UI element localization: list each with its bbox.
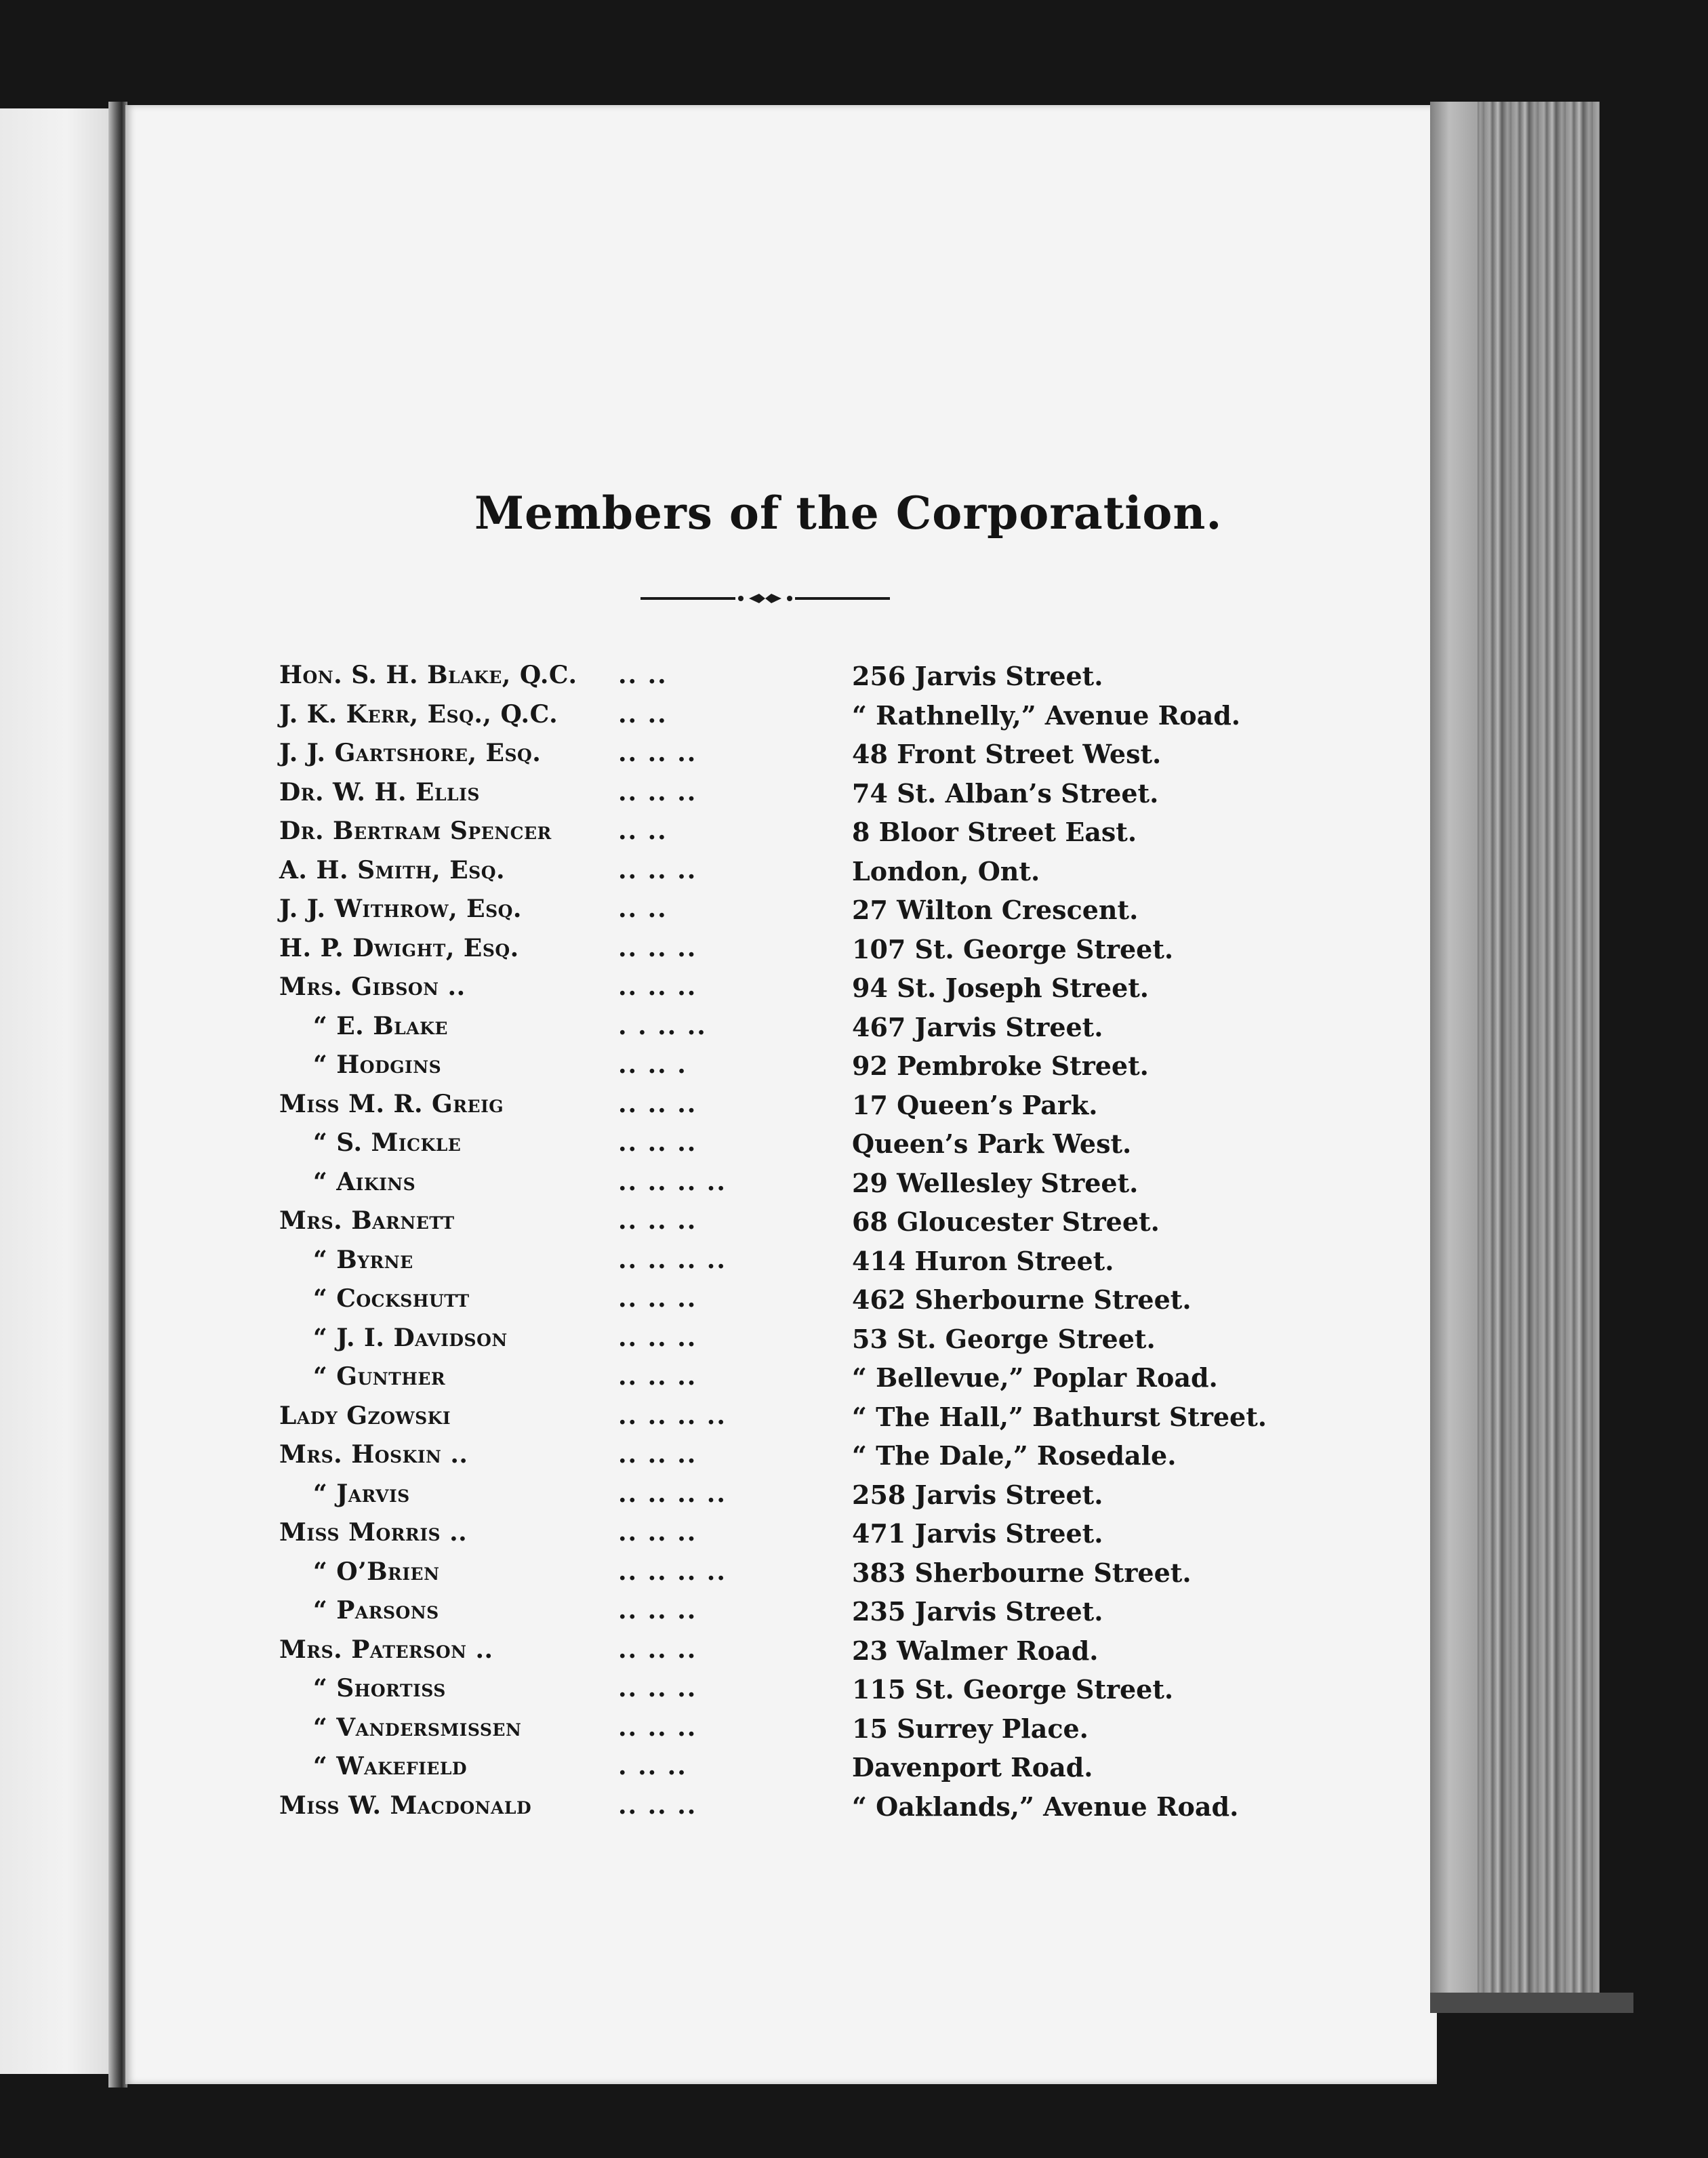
dot-leader: .. .. .. .. — [618, 1245, 727, 1274]
member-address: 235 Jarvis Street. — [852, 1596, 1103, 1627]
member-address: 27 Wilton Crescent. — [852, 895, 1139, 925]
member-row — [279, 1480, 1337, 1519]
dot-leader: .. .. .. — [618, 777, 697, 807]
member-row — [279, 856, 1337, 895]
member-name: Mrs. Hoskin .. — [279, 1440, 468, 1469]
book-gutter — [108, 102, 127, 2088]
dot-leader: .. .. .. — [618, 1206, 697, 1235]
page-title: Members of the Corporation. — [474, 487, 1223, 540]
member-name: “ S. Mickle — [313, 1128, 462, 1157]
dot-leader: .. .. . — [618, 1051, 687, 1079]
dot-leader: .. .. .. .. — [618, 1557, 727, 1586]
member-name: Mrs. Barnett — [279, 1206, 455, 1235]
member-address: “ Bellevue,” Poplar Road. — [852, 1362, 1218, 1393]
member-name: Mrs. Paterson .. — [279, 1635, 493, 1664]
member-address: 107 St. George Street. — [852, 933, 1174, 964]
dot-leader: .. .. .. .. — [618, 1401, 727, 1430]
member-address: “ The Hall,” Bathurst Street. — [852, 1401, 1267, 1432]
member-name: Lady Gzowski — [279, 1401, 451, 1430]
dot-leader: .. .. .. .. — [618, 1479, 727, 1508]
member-name: Miss M. R. Greig — [279, 1089, 504, 1118]
member-row — [279, 1791, 1337, 1831]
dot-leader: .. .. .. — [618, 973, 697, 1001]
member-row — [279, 1246, 1337, 1285]
member-row — [279, 1596, 1337, 1635]
dot-leader: . . .. .. — [618, 1011, 707, 1040]
member-name: “ J. I. Davidson — [313, 1323, 508, 1352]
dot-leader: .. .. .. — [618, 1284, 697, 1313]
member-row — [279, 1051, 1337, 1090]
member-row — [279, 1128, 1337, 1168]
member-name: “ E. Blake — [313, 1011, 448, 1040]
member-row — [279, 1558, 1337, 1597]
member-row — [279, 1635, 1337, 1675]
member-address: 48 Front Street West. — [852, 739, 1162, 769]
dot-leader: . .. .. — [618, 1752, 687, 1780]
member-row — [279, 973, 1337, 1012]
member-address: 115 St. George Street. — [852, 1674, 1174, 1705]
member-name: Dr. W. H. Ellis — [279, 777, 480, 807]
member-address: 68 Gloucester Street. — [852, 1206, 1160, 1237]
dot-leader: .. .. — [618, 817, 668, 845]
dot-leader: .. .. .. — [618, 1440, 697, 1469]
member-row — [279, 700, 1337, 739]
member-address: 471 Jarvis Street. — [852, 1518, 1103, 1549]
member-name: “ Wakefield — [313, 1752, 468, 1780]
member-address: London, Ont. — [852, 855, 1040, 887]
member-list — [279, 661, 1337, 1830]
dot-leader: .. .. — [618, 661, 668, 689]
member-address: 94 St. Joseph Street. — [852, 973, 1150, 1003]
member-name: “ Gunther — [313, 1362, 446, 1391]
member-name: Miss W. Macdonald — [279, 1791, 532, 1820]
member-name: “ Byrne — [313, 1245, 413, 1274]
member-name: Mrs. Gibson .. — [279, 973, 466, 1001]
dot-leader: .. .. .. — [618, 933, 697, 962]
page-edge-highlight — [1430, 102, 1478, 1993]
member-address: 92 Pembroke Street. — [852, 1051, 1149, 1081]
dot-leader: .. .. .. — [618, 1128, 697, 1157]
member-row — [279, 1168, 1337, 1207]
member-address: 29 Wellesley Street. — [852, 1167, 1139, 1198]
left-facing-page — [0, 108, 112, 2074]
member-address: 414 Huron Street. — [852, 1245, 1114, 1276]
dot-leader: .. .. .. — [618, 1089, 697, 1118]
dot-leader: .. .. .. — [618, 1323, 697, 1352]
member-name: “ Jarvis — [313, 1479, 410, 1508]
dot-leader: .. .. .. — [618, 855, 697, 884]
dot-leader: .. .. .. — [618, 1674, 697, 1703]
member-row — [279, 661, 1337, 700]
member-row — [279, 1402, 1337, 1441]
dot-leader: .. .. .. — [618, 1362, 697, 1391]
member-address: “ The Dale,” Rosedale. — [852, 1440, 1177, 1471]
member-address: “ Oaklands,” Avenue Road. — [852, 1791, 1239, 1822]
dot-leader: .. .. .. — [618, 1518, 697, 1547]
member-row — [279, 934, 1337, 973]
member-address: 74 St. Alban’s Street. — [852, 777, 1159, 809]
member-name: J. K. Kerr, Esq., Q.C. — [279, 699, 558, 729]
member-name: J. J. Withrow, Esq. — [279, 895, 522, 923]
dot-leader: .. .. .. — [618, 1791, 697, 1820]
member-row — [279, 1206, 1337, 1246]
member-address: 15 Surrey Place. — [852, 1713, 1089, 1744]
member-name: Dr. Bertram Spencer — [279, 817, 552, 845]
member-name: Miss Morris .. — [279, 1518, 468, 1547]
member-row — [279, 1362, 1337, 1402]
member-row — [279, 1284, 1337, 1324]
member-name: Hon. S. H. Blake, Q.C. — [279, 661, 577, 689]
dot-leader: .. .. .. — [618, 739, 697, 767]
member-row — [279, 1012, 1337, 1051]
member-address: 53 St. George Street. — [852, 1323, 1156, 1354]
member-row — [279, 1518, 1337, 1558]
member-name: “ Shortiss — [313, 1674, 446, 1703]
dot-leader: .. .. .. — [618, 1713, 697, 1742]
member-address: 256 Jarvis Street. — [852, 661, 1103, 691]
member-name: A. H. Smith, Esq. — [279, 855, 506, 884]
member-name: “ O’Brien — [313, 1557, 440, 1586]
member-row — [279, 1752, 1337, 1791]
member-name: “ Parsons — [313, 1596, 439, 1625]
member-address: Queen’s Park West. — [852, 1128, 1132, 1159]
dot-leader: .. .. — [618, 699, 668, 729]
member-row — [279, 1090, 1337, 1129]
dot-leader: .. .. .. — [618, 1596, 697, 1625]
member-address: 8 Bloor Street East. — [852, 817, 1137, 847]
dot-leader: .. .. .. — [618, 1635, 697, 1664]
member-row — [279, 895, 1337, 934]
member-name: J. J. Gartshore, Esq. — [279, 739, 542, 767]
member-row — [279, 817, 1337, 856]
member-name: “ Aikins — [313, 1167, 416, 1196]
member-name: “ Vandersmissen — [313, 1713, 522, 1742]
member-row — [279, 739, 1337, 778]
member-address: “ Rathnelly,” Avenue Road. — [852, 699, 1240, 731]
member-row — [279, 778, 1337, 817]
member-address: 258 Jarvis Street. — [852, 1479, 1103, 1510]
member-address: 383 Sherbourne Street. — [852, 1557, 1192, 1588]
member-row — [279, 1713, 1337, 1753]
member-address: 462 Sherbourne Street. — [852, 1284, 1192, 1315]
member-row — [279, 1324, 1337, 1363]
ornament-divider-icon — [640, 588, 890, 609]
member-address: Davenport Road. — [852, 1752, 1093, 1783]
member-address: 467 Jarvis Street. — [852, 1011, 1103, 1042]
member-name: “ Cockshutt — [313, 1284, 470, 1313]
member-address: 17 Queen’s Park. — [852, 1089, 1098, 1120]
member-row — [279, 1440, 1337, 1480]
member-name: H. P. Dwight, Esq. — [279, 933, 519, 962]
member-address: 23 Walmer Road. — [852, 1635, 1099, 1666]
member-name: “ Hodgins — [313, 1051, 442, 1079]
member-row — [279, 1674, 1337, 1713]
page-edge-shadow — [1430, 1993, 1633, 2013]
dot-leader: .. .. .. .. — [618, 1167, 727, 1196]
dot-leader: .. .. — [618, 895, 668, 923]
